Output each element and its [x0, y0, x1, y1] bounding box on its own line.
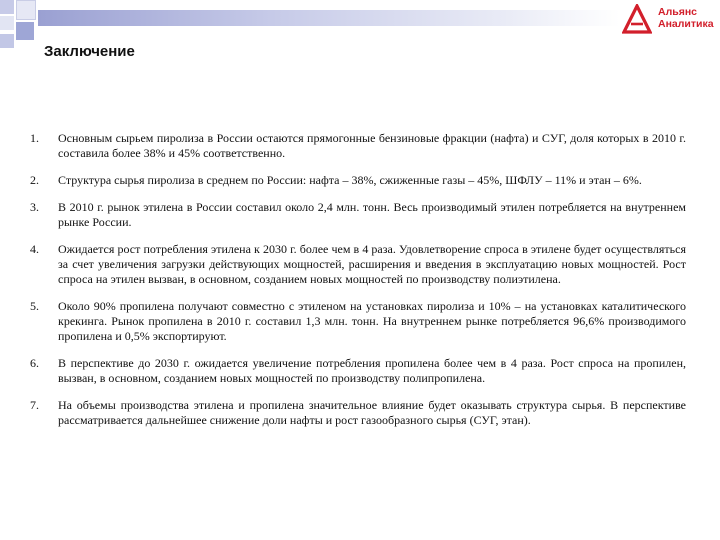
item-text: В перспективе до 2030 г. ожидается увеличение потребления пропилена более чем в 4 раза. Рост спроса на пропилен, вызван, в основном, созданием новых мощностей по производству полипропилена. — [58, 356, 686, 385]
corner-square — [0, 16, 14, 30]
item-number: 2. — [30, 173, 39, 187]
list-item — [30, 356, 686, 386]
item-text: На объемы производства этилена и пропилена значительное влияние будет оказывать структура сырья. В перспективе рассматривается дальнейшее снижение доли нафты и рост газообразного сырья (СУГ, этан). — [58, 398, 686, 427]
list-item — [30, 398, 686, 428]
item-number: 7. — [30, 398, 39, 412]
item-text: Структура сырья пиролиза в среднем по России: нафта – 38%, сжиженные газы – 45%, ШФЛУ – 11% и этан – 6%. — [58, 173, 642, 187]
conclusions-list — [30, 131, 686, 440]
corner-square — [16, 22, 34, 40]
item-text: Ожидается рост потребления этилена к 2030 г. более чем в 4 раза. Удовлетворение спроса в этилене будет осуществляться за счет увеличения загрузки действующих мощностей, расширения и введения в эксплуатацию новых мощностей. Рост спроса на этилен вызван, в основном, созданием новых мощностей по производству полиэтилена. — [58, 242, 686, 286]
item-text: Основным сырьем пиролиза в России остаются прямогонные бензиновые фракции (нафта) и СУГ, доля которых в 2010 г. составила более 38% и 45% соответственно. — [58, 131, 686, 160]
corner-square — [0, 0, 14, 14]
item-number: 1. — [30, 131, 39, 145]
list-item — [30, 200, 686, 230]
logo-text — [658, 6, 714, 30]
item-number: 6. — [30, 356, 39, 370]
item-text: В 2010 г. рынок этилена в России составил около 2,4 млн. тонн. Весь производимый этилен потребляется на внутреннем рынке России. — [58, 200, 686, 229]
header-gradient-bar — [38, 10, 620, 26]
corner-square — [16, 0, 36, 20]
item-number: 4. — [30, 242, 39, 256]
page-title: Заключение — [44, 43, 135, 60]
list-item — [30, 131, 686, 161]
company-logo — [620, 2, 720, 36]
item-number: 3. — [30, 200, 39, 214]
corner-square — [0, 34, 14, 48]
item-text: Около 90% пропилена получают совместно с этиленом на установках пиролиза и 10% – на установках каталитического крекинга. Рынок пропилена в 2010 г. составил 1,3 млн. тонн. На внутреннем рынке потребляется 96,6% производимого пропилена и 0,5% экспортируют. — [58, 299, 686, 343]
logo-line-1: Альянс — [658, 6, 698, 18]
item-number: 5. — [30, 299, 39, 313]
list-item — [30, 173, 686, 188]
logo-line-2: Аналитика — [658, 18, 714, 30]
list-item — [30, 299, 686, 344]
logo-triangle-icon — [622, 4, 652, 34]
list-item — [30, 242, 686, 287]
